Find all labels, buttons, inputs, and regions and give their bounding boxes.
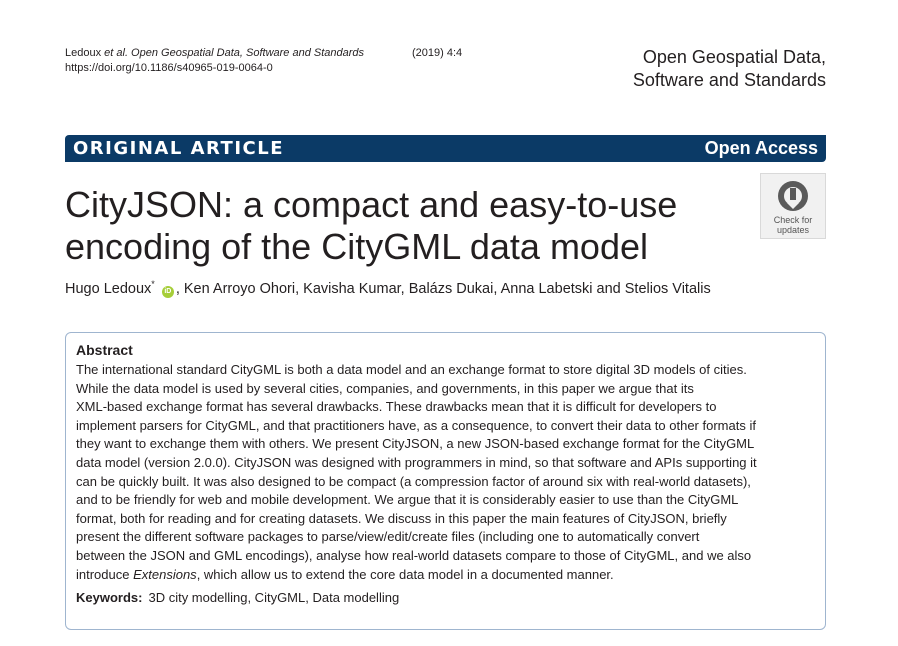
abstract-last-line <box>76 566 816 585</box>
title-line1: CityJSON: a compact and easy-to-use <box>65 184 678 225</box>
keywords-label: Keywords: <box>76 590 143 606</box>
citation-line <box>65 46 463 61</box>
journal-name-line1: Open Geospatial Data, <box>642 47 826 67</box>
open-access-label: Open Access <box>704 138 818 158</box>
crossmark-line2: updates <box>776 225 809 235</box>
citation-header <box>65 46 463 76</box>
abstract-line: they want to exchange them with others. We present CityJSON, a new JSON-based exchange format for the CityGML <box>76 436 755 452</box>
citation-authors: Ledoux <box>65 47 102 59</box>
abstract-box <box>65 332 826 630</box>
abstract-text <box>76 361 816 584</box>
journal-name-line2: Software and Standards <box>632 70 826 90</box>
co-authors: , Ken Arroyo Ohori, Kavisha Kumar, Balázs Dukai, Anna Labetski and Stelios Vitalis <box>175 280 711 297</box>
crossmark-line1: Check for <box>773 215 813 225</box>
abstract-last-post: , which allow us to extend the core data model in a documented manner. <box>196 566 614 582</box>
citation-journal: et al. Open Geospatial Data, Software and Standards <box>104 47 365 59</box>
keywords-value: 3D city modelling, CityGML, Data modelling <box>148 590 400 606</box>
corresponding-mark: * <box>151 279 155 289</box>
title-line2: encoding of the CityGML data model <box>65 226 648 267</box>
abstract-line: between the JSON and GML encodings), analyse how real-world datasets compare to those of CityGML, and we also <box>76 547 752 563</box>
abstract-line: data model (version 2.0.0). CityJSON was designed with programmers in mind, so that software and APIs supporting it <box>76 454 757 470</box>
abstract-line: present the different software packages to parse/view/edit/create files (including one to automatically convert <box>76 529 700 545</box>
doi-link[interactable]: https://doi.org/10.1186/s40965-019-0064-0 <box>65 62 273 74</box>
article-title <box>65 184 705 268</box>
abstract-line: XML-based exchange format has several drawbacks. These drawbacks mean that it is difficult for developers to <box>76 399 717 415</box>
journal-name <box>633 46 826 92</box>
extensions-term: Extensions <box>133 566 197 582</box>
abstract-last-pre: introduce <box>76 566 134 582</box>
corresponding-author[interactable]: Hugo Ledoux <box>65 280 152 297</box>
abstract-line: format, both for reading and for creating datasets. We discuss in this paper the main features of CityJSON, briefly <box>76 510 727 526</box>
abstract-line: implement parsers for CityGML, and that practitioners have, as a consequence, to convert their data to other formats if <box>76 417 756 433</box>
article-banner <box>65 135 826 162</box>
crossmark-icon <box>776 179 810 213</box>
citation-volume: (2019) 4:4 <box>412 47 463 59</box>
abstract-heading: Abstract <box>76 342 133 358</box>
abstract-line: can be quickly built. It was also designed to be compact (a compression factor of around six with real-world datasets), <box>76 473 751 489</box>
abstract-line: The international standard CityGML is both a data model and an exchange format to store digital 3D models of cities. <box>76 362 747 377</box>
crossmark-label <box>774 215 813 235</box>
abstract-line: While the data model is used by several cities, companies, and governments, in this paper we argue that its <box>76 380 694 396</box>
orcid-icon[interactable]: iD <box>162 286 174 298</box>
check-for-updates-button[interactable] <box>760 173 826 239</box>
author-list <box>65 279 711 298</box>
abstract-line: and to be friendly for web and mobile development. We argue that it is considerably easier to use than the CityGML <box>76 492 739 508</box>
keywords <box>76 590 816 605</box>
article-type: ORIGINAL ARTICLE <box>73 138 284 159</box>
